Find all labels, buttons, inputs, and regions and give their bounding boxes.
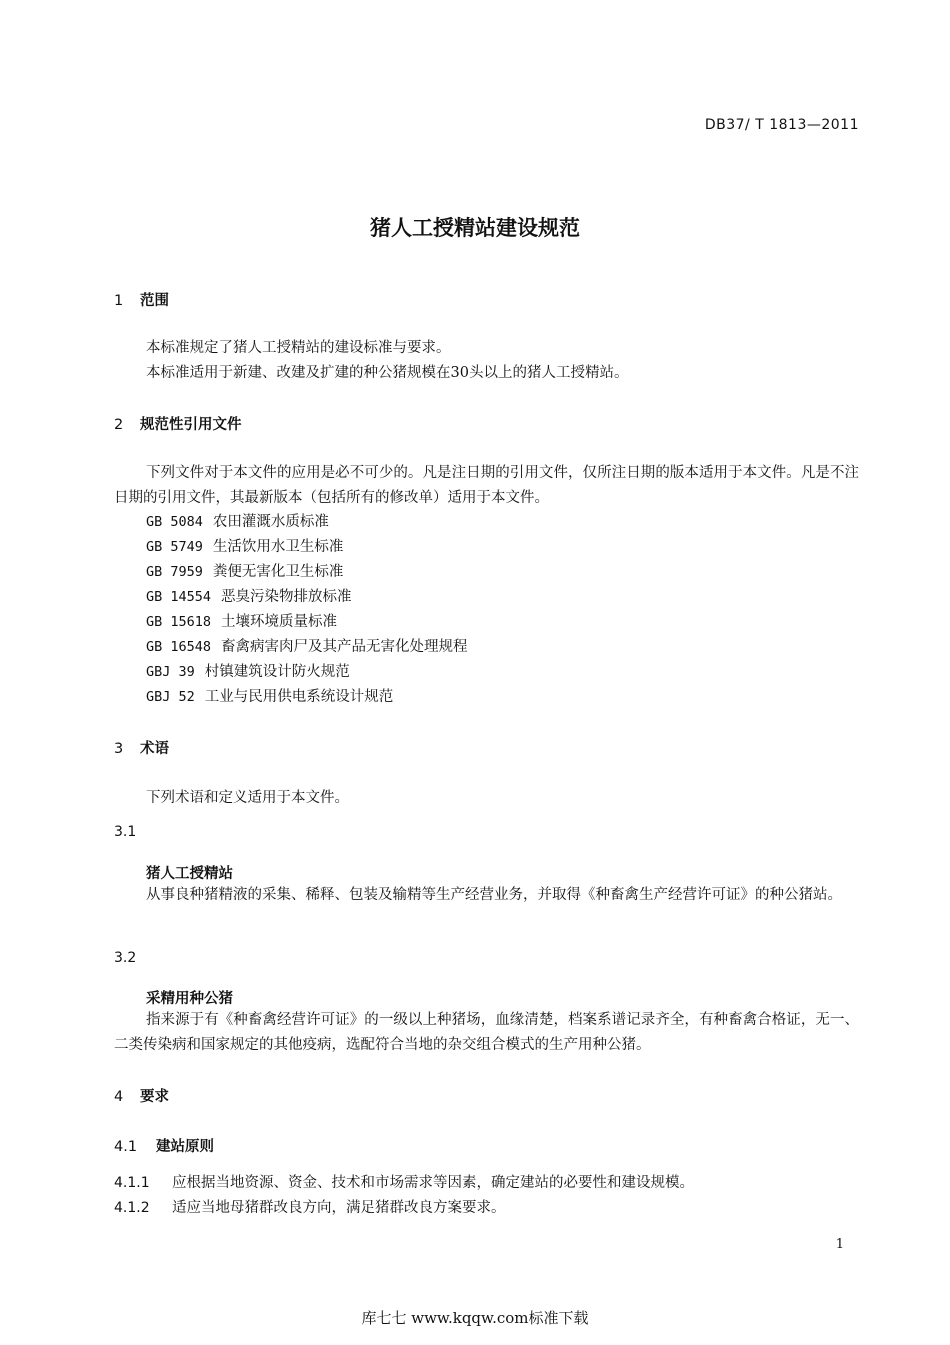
document-title: 猪人工授精站建设规范 [370, 216, 580, 240]
reference-title: 工业与民用供电系统设计规范 [204, 689, 394, 705]
section-number: 1 [114, 293, 124, 309]
reference-code: GB 15618 [146, 614, 212, 630]
clause-text: 适应当地母猪群改良方向，满足猪群改良方案要求。 [172, 1200, 506, 1216]
terms-intro: 下列术语和定义适用于本文件。 [146, 790, 349, 806]
term-definition: 指来源于有《种畜禽经营许可证》的一级以上种猪场，血缘清楚，档案系谱记录齐全，有种畜禽合格证，无一、二类传染病和国家规定的其他疫病，选配符合当地的杂交组合模式的生产用种公猪。 [114, 1012, 859, 1053]
reference-code: GBJ 39 [146, 664, 195, 680]
reference-title: 畜禽病害肉尸及其产品无害化处理规程 [221, 639, 468, 655]
reference-title: 农田灌溉水质标准 [212, 514, 329, 530]
reference-item [146, 585, 352, 610]
section-number: 2 [114, 417, 124, 433]
reference-code: GB 7959 [146, 564, 203, 580]
reference-code: GB 5749 [146, 539, 203, 555]
reference-title: 粪便无害化卫生标准 [212, 564, 344, 580]
subsection-number: 4.1 [114, 1139, 138, 1155]
section-title: 规范性引用文件 [140, 417, 242, 433]
reference-item [146, 635, 468, 660]
term-number: 3.2 [114, 950, 137, 966]
section-4-heading [114, 1085, 169, 1106]
reference-code: GBJ 52 [146, 689, 195, 705]
term-title: 猪人工授精站 [146, 866, 233, 882]
reference-item [146, 560, 343, 585]
reference-title: 村镇建筑设计防火规范 [204, 664, 350, 680]
standard-code: DB37/ T 1813—2011 [704, 117, 859, 133]
reference-item [146, 660, 350, 685]
reference-item [146, 510, 329, 535]
clause-number: 4.1.2 [114, 1200, 150, 1216]
reference-item [146, 685, 393, 710]
section-title: 要求 [140, 1089, 169, 1105]
section-title: 术语 [140, 741, 169, 757]
term-title: 采精用种公猪 [146, 991, 233, 1007]
section-number: 3 [114, 741, 124, 757]
section-3-heading [114, 737, 169, 758]
clause-4-1-1 [114, 1171, 694, 1196]
section-title: 范围 [140, 293, 169, 309]
subsection-4-1-heading [114, 1135, 214, 1156]
subsection-title: 建站原则 [156, 1139, 214, 1155]
reference-code: GB 5084 [146, 514, 203, 530]
clause-4-1-2 [114, 1196, 506, 1221]
section-number: 4 [114, 1089, 124, 1105]
reference-title: 生活饮用水卫生标准 [212, 539, 344, 555]
clause-number: 4.1.1 [114, 1175, 150, 1191]
scope-paragraph-2: 本标准适用于新建、改建及扩建的种公猪规模在30头以上的猪人工授精站。 [146, 365, 629, 381]
reference-title: 恶臭污染物排放标准 [221, 589, 352, 605]
references-intro: 下列文件对于本文件的应用是必不可少的。凡是注日期的引用文件，仅所注日期的版本适用于本文件。凡是不注日期的引用文件，其最新版本（包括所有的修改单）适用于本文件。 [114, 465, 859, 506]
reference-title: 土壤环境质量标准 [221, 614, 338, 630]
page-number: 1 [835, 1237, 844, 1252]
scope-paragraph-1: 本标准规定了猪人工授精站的建设标准与要求。 [146, 340, 451, 356]
reference-item [146, 610, 337, 635]
reference-code: GB 14554 [146, 589, 212, 605]
clause-text: 应根据当地资源、资金、技术和市场需求等因素，确定建站的必要性和建设规模。 [172, 1175, 694, 1191]
footer-watermark: 库七七 www.kqqw.com标准下载 [361, 1309, 589, 1327]
term-number: 3.1 [114, 824, 137, 840]
term-definition: 从事良种猪精液的采集、稀释、包装及输精等生产经营业务，并取得《种畜禽生产经营许可证》的种公猪站。 [146, 887, 842, 903]
section-2-heading [114, 413, 242, 434]
section-1-heading [114, 289, 169, 310]
reference-item [146, 535, 343, 560]
reference-code: GB 16548 [146, 639, 212, 655]
